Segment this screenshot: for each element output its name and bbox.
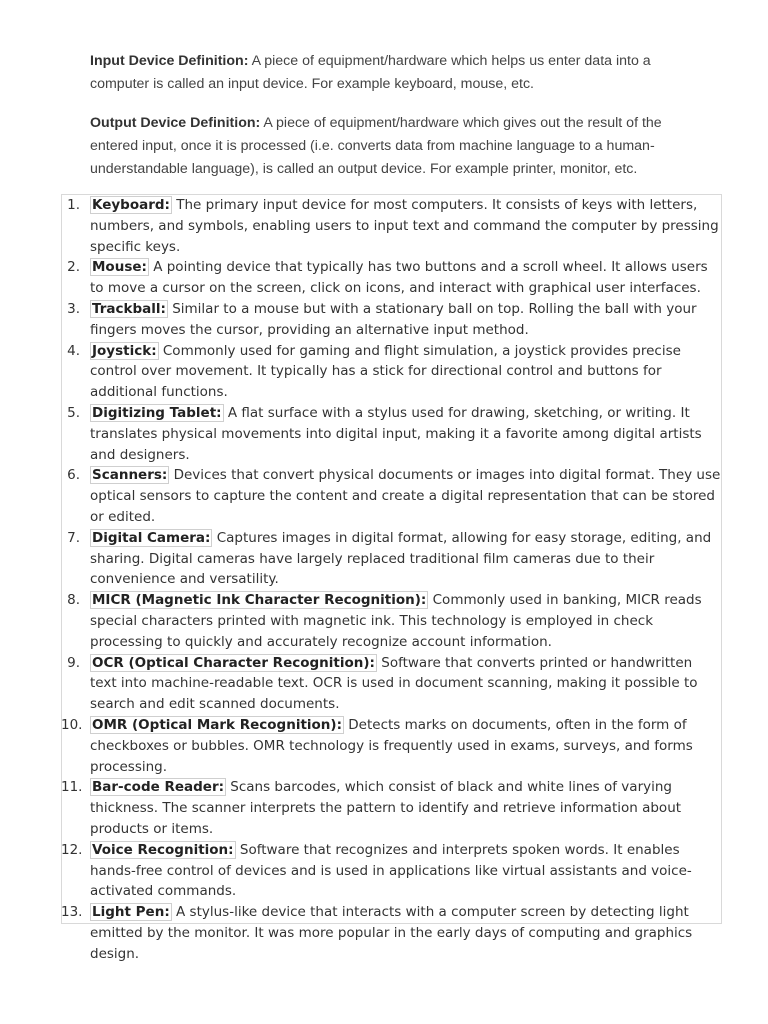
list-item: [61, 403, 723, 465]
item-description: A stylus-like device that interacts with a computer screen by detecting light emitted by the monitor. It was more popular in the early days of computing and graphics design.: [90, 904, 693, 962]
input-definition-label: Input Device Definition:: [90, 53, 249, 69]
item-number: 9.: [67, 654, 80, 671]
item-number: 1.: [67, 197, 80, 213]
item-description: Scans barcodes, which consist of black and white lines of varying thickness. The scanner interprets the pattern to identify and retrieve information about products or items.: [90, 779, 682, 837]
item-term: OCR (Optical Character Recognition):: [92, 654, 375, 671]
list-item: [61, 195, 723, 257]
item-number: 13.: [61, 904, 83, 921]
input-device-definition: [90, 50, 710, 96]
list-item: [61, 465, 723, 527]
item-term: MICR (Magnetic Ink Character Recognition):: [92, 592, 427, 609]
list-item: [61, 715, 723, 777]
item-term: Keyboard:: [92, 197, 170, 213]
item-description: Commonly used in banking, MICR reads special characters printed with magnetic ink. This technology is employed in check processing to quickly and accurately recognize account information.: [90, 592, 702, 650]
output-definition-label: Output Device Definition:: [90, 115, 261, 131]
item-description: Devices that convert physical documents or images into digital format. They use optical sensors to capture the content and create a digital representation that can be stored or edited.: [90, 467, 721, 525]
item-number: 11.: [61, 779, 83, 796]
item-number: 5.: [67, 404, 80, 421]
item-number: 4.: [67, 342, 80, 359]
item-term: Light Pen:: [92, 904, 170, 921]
item-number: 8.: [67, 592, 80, 609]
item-number: 6.: [67, 467, 80, 484]
item-term: Voice Recognition:: [92, 841, 234, 858]
item-number: 10.: [61, 716, 83, 733]
list-item: [61, 341, 723, 403]
item-term: Mouse:: [92, 259, 147, 276]
list-item: [61, 528, 723, 590]
item-number: 3.: [67, 300, 80, 317]
list-item: [61, 902, 723, 964]
item-term: Digital Camera:: [92, 529, 211, 546]
list-item: [61, 653, 723, 715]
item-description: Captures images in digital format, allowing for easy storage, editing, and sharing. Digital cameras have largely replaced traditional film cameras due to their convenience and versatility.: [90, 529, 712, 588]
item-description: A flat surface with a stylus used for drawing, sketching, or writing. It translates physical movements into digital input, making it a favorite among digital artists and designers.: [90, 404, 702, 463]
item-term: OMR (Optical Mark Recognition):: [92, 716, 342, 733]
item-term: Joystick:: [92, 342, 157, 359]
output-definition-text: A piece of equipment/hardware which gives out the result of the entered input, once it is processed (i.e. converts data from machine language to a human-understandable language), is called an output device. For example printer, monitor, etc.: [90, 115, 662, 177]
item-description: Commonly used for gaming and flight simulation, a joystick provides precise control over movement. It typically has a stick for directional control and buttons for additional functions.: [90, 342, 681, 401]
list-item: [61, 777, 723, 839]
list-item: [61, 840, 723, 902]
list-item: [61, 299, 723, 341]
item-number: 12.: [61, 841, 83, 858]
item-term: Scanners:: [92, 467, 168, 484]
item-term: Digitizing Tablet:: [92, 404, 222, 421]
item-term: Bar-code Reader:: [92, 779, 224, 796]
item-description: Software that recognizes and interprets spoken words. It enables hands-free control of devices and is used in applications like virtual assistants and voice-activated commands.: [90, 841, 692, 900]
input-definition-text: A piece of equipment/hardware which helps us enter data into a computer is called an input device. For example keyboard, mouse, etc.: [90, 53, 651, 92]
list-item: [61, 257, 723, 299]
item-description: Software that converts printed or handwritten text into machine-readable text. OCR is used in document scanning, making it possible to search and edit scanned documents.: [90, 654, 698, 713]
item-description: A pointing device that typically has two buttons and a scroll wheel. It allows users to move a cursor on the screen, click on icons, and interact with graphical user interfaces.: [90, 259, 708, 297]
item-number: 2.: [67, 259, 80, 276]
output-device-definition: [90, 112, 710, 181]
list-item: [61, 590, 723, 652]
item-term: Trackball:: [92, 300, 166, 317]
item-description: The primary input device for most computers. It consists of keys with letters, numbers, and symbols, enabling users to input text and command the computer by pressing specific keys.: [90, 197, 719, 255]
item-number: 7.: [67, 529, 80, 546]
item-description: Detects marks on documents, often in the form of checkboxes or bubbles. OMR technology is frequently used in exams, surveys, and forms processing.: [90, 716, 693, 775]
item-description: Similar to a mouse but with a stationary ball on top. Rolling the ball with your fingers moves the cursor, providing an alternative input method.: [90, 300, 697, 338]
device-list: [61, 195, 723, 964]
